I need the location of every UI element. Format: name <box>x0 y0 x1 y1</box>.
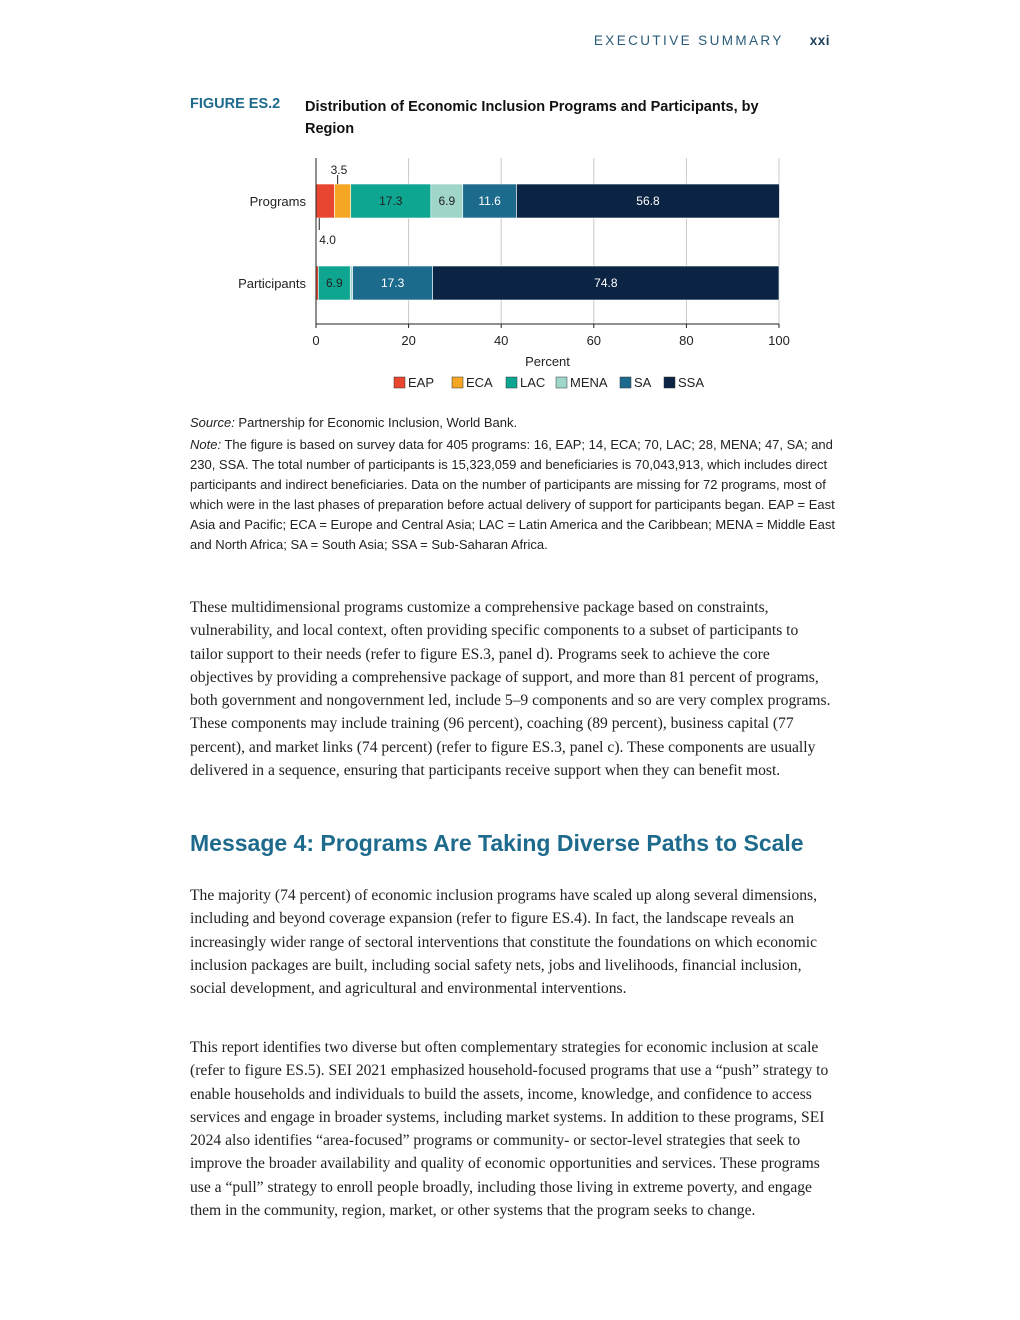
data-label: 6.9 <box>438 194 456 208</box>
source-label: Source: <box>190 415 235 430</box>
legend-label: LAC <box>520 375 546 390</box>
x-tick-label: 0 <box>312 333 320 348</box>
chart-bars <box>316 163 779 300</box>
paragraph-3-text: This report identifies two diverse but often complementary strategies for economic inclusion at scale (refer to figure ES.5). SEI 2021 emphasized household-focused programs that use a “push” strategy to enable households and individuals to build the assets, income, knowledge, and confidence to access services and engage in broader systems, including market systems. In addition to these programs, SEI 2024 also identifies “area-focused” programs or community- or sector-level strategies that seek to improve the broader availability and quality of economic opportunities and services. These programs use a “pull” strategy to enroll people broadly, including those living in extreme poverty, and engage them in the community, region, market, or other systems that the program seeks to change. <box>190 1039 829 1220</box>
legend-swatch <box>664 377 675 388</box>
bar-segment <box>316 184 335 218</box>
legend-label: EAP <box>408 375 435 390</box>
data-label: 3.5 <box>330 163 348 177</box>
paragraph-2-text: The majority (74 percent) of economic inclusion programs have scaled up along several dimensions, including and beyond coverage expansion (refer to figure ES.4). In fact, the landscape reveals an increasingly wider range of sectoral interventions that constitute the foundations on which economic inclusion packages are built, including social safety nets, jobs and livelihoods, financial inclusion, social development, and agricultural and environmental interventions. <box>190 887 818 998</box>
data-label: 11.6 <box>478 194 501 208</box>
legend-swatch <box>506 377 517 388</box>
data-label: 4.0 <box>319 232 336 247</box>
figure-label: FIGURE ES.2 <box>190 96 281 112</box>
note-label: Note: <box>190 437 222 452</box>
x-tick-label: 80 <box>679 333 694 348</box>
legend-swatch <box>620 377 631 388</box>
note-text: The figure is based on survey data for 405 programs: 16, EAP; 14, ECA; 70, LAC; 28, MENA; 47, SA; and 230, SSA. The total number of participants is 15,323,059 and beneficiaries is 70,043,913, which includes direct participants and indirect beneficiaries. Data on the number of participants are missing for 72 programs, most of which were in the last phases of preparation before actual delivery of support for participants began. EAP = East Asia and Pacific; ECA = Europe and Central Asia; LAC = Latin America and the Caribbean; MENA = Middle East and North Africa; SA = South Asia; SSA = Sub-Saharan Africa. <box>190 437 835 552</box>
legend-swatch <box>394 377 405 388</box>
data-label: 56.8 <box>636 194 660 208</box>
section-heading: Message 4: Programs Are Taking Diverse Paths to Scale <box>190 830 804 856</box>
x-tick-label: 100 <box>768 333 790 348</box>
source-text: Partnership for Economic Inclusion, World Bank. <box>234 415 518 430</box>
section-title: EXECUTIVE SUMMARY <box>593 33 784 48</box>
category-label: Participants <box>238 276 306 291</box>
x-tick-label: 20 <box>401 333 416 348</box>
figure-caption: Distribution of Economic Inclusion Programs and Participants, by Region <box>305 99 759 137</box>
paragraph-1-text: These multidimensional programs customize a comprehensive package based on constraints, vulnerability, and local context, often providing specific components to a subset of participants to tailor support to their needs (refer to figure ES.3, panel d). Programs seek to achieve the core objectives by providing a comprehensive package of support, and more than 81 percent of programs, both government and nongovernment led, include 5–9 components and so are very complex programs. These components may include training (96 percent), coaching (89 percent), business capital (77 percent), and market links (74 percent) (refer to figure ES.3, panel c). These components are usually delivered in a sequence, ensuring that participants receive support when they can benefit most. <box>190 599 831 780</box>
running-header <box>594 33 830 48</box>
paragraph-2 <box>190 884 835 1000</box>
data-label: 6.9 <box>325 276 343 290</box>
legend-label: ECA <box>466 375 493 390</box>
legend-swatch <box>556 377 567 388</box>
note-line <box>190 435 840 555</box>
bar-segment <box>335 184 351 218</box>
category-label: Programs <box>249 194 306 209</box>
data-label: 17.3 <box>379 194 403 208</box>
chart-legend <box>394 375 704 390</box>
page-number: xxi <box>809 33 830 48</box>
paragraph-1 <box>190 596 835 782</box>
x-tick-label: 40 <box>493 333 509 348</box>
source-line <box>190 413 840 433</box>
legend-label: SSA <box>678 375 705 390</box>
bar-segment <box>350 266 352 300</box>
data-label: 17.3 <box>380 276 405 290</box>
legend-label: SA <box>634 375 652 390</box>
x-axis-title: Percent <box>525 354 570 369</box>
stacked-bar-chart <box>190 150 830 405</box>
legend-label: MENA <box>570 375 608 390</box>
x-tick-label: 60 <box>586 333 602 348</box>
figure-notes <box>190 413 840 555</box>
data-label: 74.8 <box>594 276 618 290</box>
paragraph-3 <box>190 1036 835 1222</box>
legend-swatch <box>452 377 463 388</box>
